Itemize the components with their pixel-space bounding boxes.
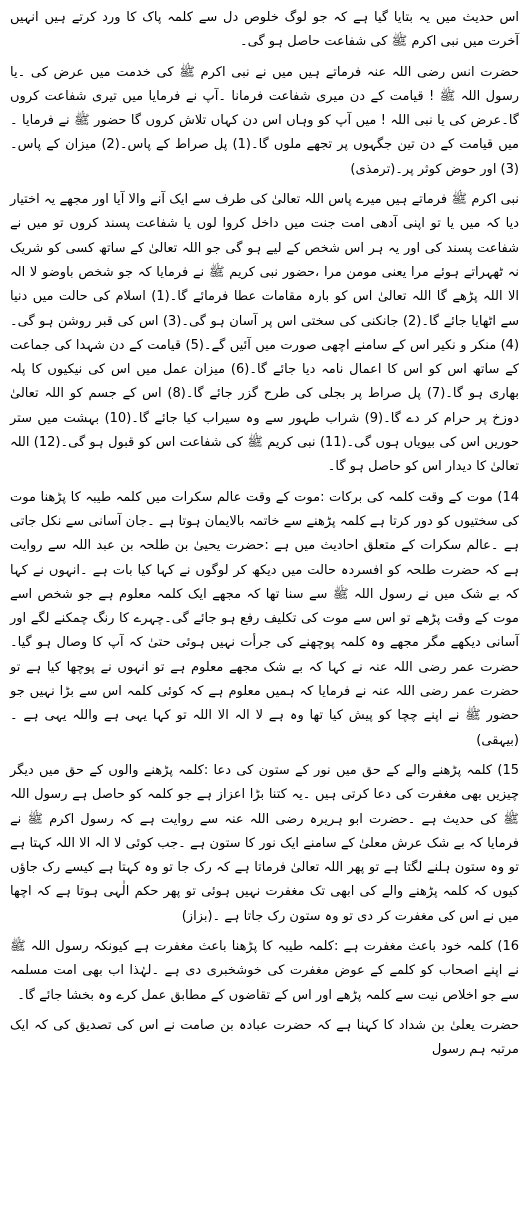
paragraph-yala-hadith: حضرت یعلیٰ بن شداد کا کہنا ہے کہ حضرت عبادہ بن صامت نے اس کی تصدیق کی کہ ایک مرتبہ ہم رسول [10, 1017, 519, 1058]
paragraph-section-14: 14) موت کے وقت کلمہ کی برکات :موت کے وقت عالم سکرات میں کلمہ طیبہ کا پڑھنا موت کی سختیوں کو دور کرتا ہے کلمہ پڑھنے سے خاتمہ بالایمان ہوتا ہے ۔جان آسانی سے نکل جاتی ہے ۔عالم سکرات کے متعلق احادیث میں ہے :حضرت یحییٰ بن طلحہ بن عبد اللہ سے روایت ہے کہ حضرت طلحہ کو افسردہ حالت میں دیکھ کر لوگوں نے کہا کیا بات ہے ۔انہوں نے کہا کہ بے شک میں نے رسول اللہ ﷺ سے سنا تھا کہ مجھے ایک کلمہ معلوم ہے جو شخص اسے موت کے وقت پڑھے تو اس سے موت کی تکلیف رفع ہو جائے گی۔چہرے کا رنگ چمکنے لگے اور آسانی دیکھے مگر مجھے وہ کلمہ پوچھنے کی جرأت نہیں ہوئی حتیٰ کہ آپ کا وصال ہو گیا۔حضرت عمر رضی اللہ عنہ نے کہا کہ بے شک مجھے معلوم ہے تو انہوں نے پوچھا کیا ہے تو حضرت عمر رضی اللہ عنہ نے فرمایا کہ ہمیں معلوم ہے کہ کوئی کلمہ اس سے بڑا نہیں جو حضور ﷺ نے اپنے چچا کو پیش کیا تھا وہ ہے لا الہ الا اللہ تو کہا یہی ہے واللہ یہی ہے ۔(بیہقی) [10, 489, 519, 748]
paragraph-section-16: 16) کلمہ خود باعث مغفرت ہے :کلمہ طیبہ کا پڑھنا باعث مغفرت ہے کیونکہ رسول اللہ ﷺ نے اپنے اصحاب کو کلمے کے عوض مغفرت کی خوشخبری دی ہے ۔لہٰذا اب بھی امت مسلمہ سے جو اخلاص نیت سے کلمہ پڑھے اور اس کے تقاضوں کے مطابق عمل کرے وہ بخشا جائے گا۔ [10, 938, 519, 1003]
paragraph-shafaat-intro: اس حدیث میں یہ بتایا گیا ہے کہ جو لوگ خلوص دل سے کلمہ پاک کا ورد کرتے ہیں انہیں آخرت میں نبی اکرم ﷺ کی شفاعت حاصل ہو گی۔ [10, 10, 519, 50]
paragraph-twelve-blessings: نبی اکرم ﷺ فرماتے ہیں میرے پاس اللہ تعالیٰ کی طرف سے ایک آنے والا آیا اور مجھے یہ اختیار دیا کہ میں یا تو اپنی آدھی امت جنت میں داخل کروا لوں یا شفاعت پسند کروں تو میں نے شفاعت پسند کی اور یہ ہر اس شخص کے لیے ہو گی جو اللہ تعالیٰ کے ساتھ کسی کو شریک نہ ٹھہراتے ہوئے مرا یعنی مومن مرا ،حضور نبی کریم ﷺ نے فرمایا کہ جو شخص باوضو لا الہ الا اللہ پڑھے گا اللہ تعالیٰ اس کو بارہ مقامات عطا فرمائے گا۔(1) اسلام کی حالت میں دنیا سے اٹھایا جائے گا۔(2) جانکنی کی سختی اس پر آسان ہو گی۔(3) اس کی قبر روشن ہو گی۔(4) منکر و نکیر اس کے سامنے اچھی صورت میں آئیں گے۔(5) قیامت کے دن شہدا کی جماعت کے ساتھ اس کو اس کا اعمال نامہ دیا جائے گا۔(6) میزان عمل میں اس کی نیکیوں کا پلہ بھاری ہو گا۔(7) پل صراط پر بجلی کی طرح گزر جائے گا۔(8) اس کے جسم کو اللہ تعالیٰ دوزخ پر حرام کر دے گا۔(9) شراب طہور سے وہ سیراب کیا جائے گا۔(10) بہشت میں ستر حوریں اس کی بیویاں ہوں گی۔(11) نبی کریم ﷺ کی شفاعت اس کو قبول ہو گی۔(12) اللہ تعالیٰ کا دیدار اس کو حاصل ہو گا۔ [10, 192, 520, 475]
paragraph-section-15: 15) کلمہ پڑھنے والے کے حق میں نور کے ستون کی دعا :کلمہ پڑھنے والوں کے حق میں دیگر چیزیں بھی مغفرت کی دعا کرتی ہیں ۔یہ کتنا بڑا اعزاز ہے جو کلمہ کو حاصل ہے رسول اللہ ﷺ کی حدیث ہے ۔حضرت ابو ہریرہ رضی اللہ عنہ سے روایت ہے کہ رسول اکرم ﷺ نے فرمایا کہ بے شک عرش معلیٰ کے سامنے ایک نور کا ستون ہے ۔جب کوئی لا الہ الا اللہ کہتا ہے تو وہ ستون ہلنے لگتا ہے تو پھر اللہ تعالیٰ فرماتا ہے کہ رک جا تو وہ کہتا ہے کیسے رک جاؤں کیوں کہ کلمہ پڑھنے والے کی ابھی تک مغفرت نہیں ہوئی تو پھر حکم الٰہی ہوتا ہے کہ اچھا میں نے اس کی مغفرت کر دی تو وہ ستون رک جاتا ہے ۔(بزاز) [10, 762, 519, 924]
paragraph-anas-hadith: حضرت انس رضی اللہ عنہ فرماتے ہیں میں نے نبی اکرم ﷺ کی خدمت میں عرض کی ۔یا رسول اللہ ﷺ ! قیامت کے دن میری شفاعت فرمانا ۔آپ نے فرمایا میں تیری شفاعت کروں گا۔عرض کی یا نبی اللہ ! میں آپ کو وہاں اس دن کہاں تلاش کروں گا حضور ﷺ نے فرمایا ۔میں قیامت کے دن تین جگہوں پر تجھے ملوں گا۔(1) پل صراط کے پاس۔(2) میزان کے پاس۔(3) اور حوض کوثر پر۔(ترمذی) [10, 64, 519, 177]
